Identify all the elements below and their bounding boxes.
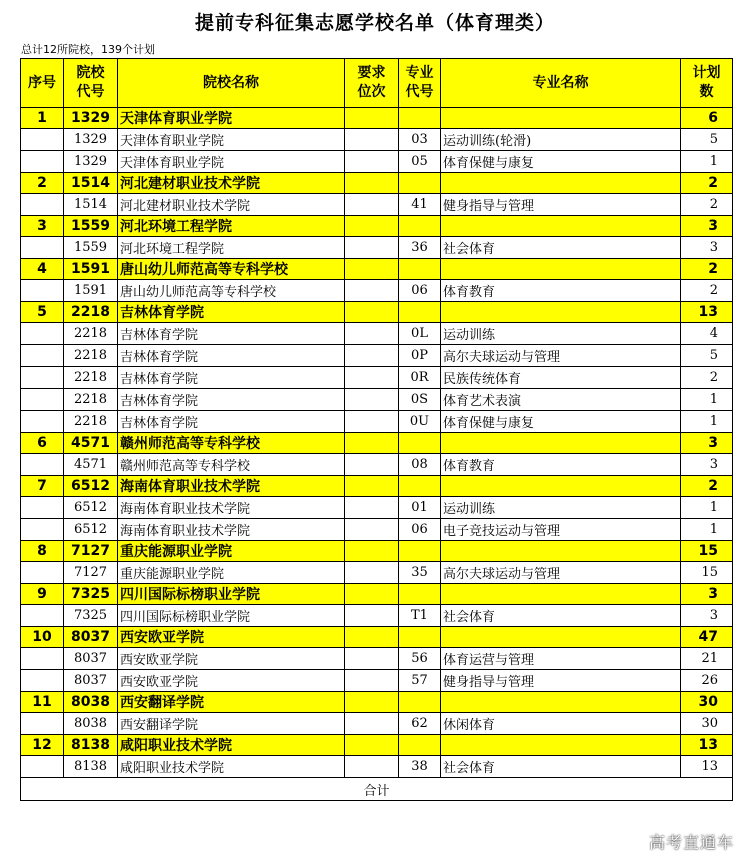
major-school-name: 天津体育职业学院 [118, 129, 345, 151]
page-title: 提前专科征集志愿学校名单（体育理类） [194, 12, 555, 34]
major-plan: 3 [681, 605, 733, 627]
group-school-code: 7127 [64, 541, 118, 562]
group-seq: 8 [21, 541, 64, 562]
major-plan: 3 [681, 454, 733, 476]
header-school-name: 院校名称 [118, 59, 345, 108]
major-rank [345, 648, 399, 670]
major-school-code: 4571 [64, 454, 118, 476]
major-rank [345, 389, 399, 411]
group-seq: 1 [21, 108, 64, 129]
group-major-code [399, 216, 441, 237]
major-code: 01 [399, 497, 441, 519]
major-school-name: 四川国际标榜职业学院 [118, 605, 345, 627]
major-rank [345, 605, 399, 627]
group-school-name: 咸阳职业技术学院 [118, 735, 345, 756]
group-major-code [399, 302, 441, 323]
group-school-code: 8037 [64, 627, 118, 648]
major-seq [21, 323, 64, 345]
group-school-code: 4571 [64, 433, 118, 454]
group-plan-total: 13 [681, 735, 733, 756]
major-row [21, 605, 733, 627]
major-school-code: 2218 [64, 389, 118, 411]
group-school-code: 8038 [64, 692, 118, 713]
major-school-name: 海南体育职业技术学院 [118, 519, 345, 541]
major-school-name: 重庆能源职业学院 [118, 562, 345, 584]
major-school-code: 8138 [64, 756, 118, 778]
header-major-code: 专业 代号 [399, 59, 441, 108]
major-school-code: 7127 [64, 562, 118, 584]
school-group-row [21, 302, 733, 323]
major-seq [21, 194, 64, 216]
major-code: 08 [399, 454, 441, 476]
major-name: 高尔夫球运动与管理 [441, 562, 681, 584]
major-school-name: 咸阳职业技术学院 [118, 756, 345, 778]
major-school-code: 6512 [64, 519, 118, 541]
major-plan: 26 [681, 670, 733, 692]
group-major-code [399, 735, 441, 756]
major-school-code: 1591 [64, 280, 118, 302]
major-row [21, 562, 733, 584]
group-seq: 7 [21, 476, 64, 497]
major-name: 体育教育 [441, 454, 681, 476]
major-row [21, 713, 733, 735]
group-major-code [399, 259, 441, 280]
major-row [21, 367, 733, 389]
major-school-code: 1514 [64, 194, 118, 216]
major-name: 社会体育 [441, 605, 681, 627]
major-plan: 2 [681, 194, 733, 216]
major-name: 健身指导与管理 [441, 670, 681, 692]
major-rank [345, 519, 399, 541]
major-row [21, 151, 733, 173]
group-seq: 4 [21, 259, 64, 280]
group-plan-total: 3 [681, 216, 733, 237]
major-school-name: 赣州师范高等专科学校 [118, 454, 345, 476]
major-rank [345, 562, 399, 584]
group-major-code [399, 173, 441, 194]
group-major-name [441, 735, 681, 756]
major-name: 体育艺术表演 [441, 389, 681, 411]
major-name: 电子竞技运动与管理 [441, 519, 681, 541]
major-code: 0L [399, 323, 441, 345]
major-plan: 30 [681, 713, 733, 735]
group-rank [345, 476, 399, 497]
group-school-name: 西安翻译学院 [118, 692, 345, 713]
group-major-name [441, 433, 681, 454]
major-row [21, 194, 733, 216]
group-school-name: 赣州师范高等专科学校 [118, 433, 345, 454]
major-plan: 3 [681, 237, 733, 259]
major-row [21, 497, 733, 519]
major-name: 体育教育 [441, 280, 681, 302]
group-plan-total: 30 [681, 692, 733, 713]
major-rank [345, 237, 399, 259]
group-major-code [399, 476, 441, 497]
group-rank [345, 433, 399, 454]
group-plan-total: 3 [681, 584, 733, 605]
major-seq [21, 280, 64, 302]
group-major-name [441, 476, 681, 497]
group-seq: 6 [21, 433, 64, 454]
group-major-name [441, 173, 681, 194]
group-major-name [441, 584, 681, 605]
group-rank [345, 692, 399, 713]
group-plan-total: 15 [681, 541, 733, 562]
group-seq: 3 [21, 216, 64, 237]
major-school-name: 吉林体育学院 [118, 345, 345, 367]
major-school-code: 1329 [64, 151, 118, 173]
school-group-row [21, 692, 733, 713]
major-rank [345, 194, 399, 216]
group-major-code [399, 627, 441, 648]
major-name: 社会体育 [441, 237, 681, 259]
group-school-code: 2218 [64, 302, 118, 323]
group-major-name [441, 259, 681, 280]
group-major-code [399, 541, 441, 562]
header-rank: 要求 位次 [345, 59, 399, 108]
group-school-name: 四川国际标榜职业学院 [118, 584, 345, 605]
major-name: 运动训练 [441, 323, 681, 345]
major-school-code: 2218 [64, 323, 118, 345]
group-school-code: 6512 [64, 476, 118, 497]
group-school-name: 吉林体育学院 [118, 302, 345, 323]
major-plan: 5 [681, 129, 733, 151]
group-rank [345, 173, 399, 194]
group-major-code [399, 692, 441, 713]
school-group-row [21, 541, 733, 562]
major-code: 41 [399, 194, 441, 216]
group-rank [345, 216, 399, 237]
major-school-code: 2218 [64, 411, 118, 433]
major-seq [21, 454, 64, 476]
major-seq [21, 367, 64, 389]
school-group-row [21, 108, 733, 129]
major-rank [345, 323, 399, 345]
major-name: 民族传统体育 [441, 367, 681, 389]
major-row [21, 756, 733, 778]
major-rank [345, 713, 399, 735]
major-plan: 1 [681, 497, 733, 519]
major-seq [21, 497, 64, 519]
group-school-code: 1559 [64, 216, 118, 237]
major-school-name: 吉林体育学院 [118, 411, 345, 433]
school-group-row [21, 584, 733, 605]
group-plan-total: 6 [681, 108, 733, 129]
major-school-name: 天津体育职业学院 [118, 151, 345, 173]
major-plan: 13 [681, 756, 733, 778]
group-rank [345, 627, 399, 648]
major-seq [21, 605, 64, 627]
group-school-code: 1591 [64, 259, 118, 280]
major-row [21, 670, 733, 692]
group-seq: 9 [21, 584, 64, 605]
group-plan-total: 2 [681, 259, 733, 280]
group-plan-total: 13 [681, 302, 733, 323]
major-code: 0U [399, 411, 441, 433]
major-row [21, 648, 733, 670]
major-row [21, 129, 733, 151]
major-code: 35 [399, 562, 441, 584]
group-rank [345, 584, 399, 605]
major-code: 0S [399, 389, 441, 411]
major-code: 06 [399, 280, 441, 302]
major-school-code: 2218 [64, 367, 118, 389]
major-name: 社会体育 [441, 756, 681, 778]
major-school-code: 6512 [64, 497, 118, 519]
major-plan: 5 [681, 345, 733, 367]
major-rank [345, 345, 399, 367]
major-school-name: 海南体育职业技术学院 [118, 497, 345, 519]
group-school-code: 8138 [64, 735, 118, 756]
school-group-row [21, 476, 733, 497]
major-rank [345, 151, 399, 173]
major-plan: 2 [681, 280, 733, 302]
major-seq [21, 389, 64, 411]
table-header-row [21, 59, 733, 108]
group-seq: 10 [21, 627, 64, 648]
major-code: 38 [399, 756, 441, 778]
major-code: 0R [399, 367, 441, 389]
major-school-name: 河北环境工程学院 [118, 237, 345, 259]
major-school-code: 8038 [64, 713, 118, 735]
total-row [21, 778, 733, 801]
group-school-code: 7325 [64, 584, 118, 605]
group-major-code [399, 108, 441, 129]
group-major-name [441, 541, 681, 562]
school-group-row [21, 173, 733, 194]
school-group-row [21, 735, 733, 756]
major-code: 05 [399, 151, 441, 173]
major-school-code: 1329 [64, 129, 118, 151]
major-seq [21, 129, 64, 151]
major-row [21, 411, 733, 433]
group-major-name [441, 108, 681, 129]
major-name: 休闲体育 [441, 713, 681, 735]
watermark: 高考直通车 [648, 833, 734, 852]
major-plan: 4 [681, 323, 733, 345]
major-rank [345, 497, 399, 519]
major-school-code: 7325 [64, 605, 118, 627]
group-major-code [399, 433, 441, 454]
major-school-code: 8037 [64, 648, 118, 670]
header-major-name: 专业名称 [441, 59, 681, 108]
group-rank [345, 259, 399, 280]
group-school-code: 1329 [64, 108, 118, 129]
major-seq [21, 345, 64, 367]
group-school-name: 河北环境工程学院 [118, 216, 345, 237]
group-rank [345, 108, 399, 129]
major-code: T1 [399, 605, 441, 627]
major-name: 运动训练(轮滑) [441, 129, 681, 151]
major-row [21, 389, 733, 411]
major-name: 体育保健与康复 [441, 151, 681, 173]
major-plan: 15 [681, 562, 733, 584]
major-name: 健身指导与管理 [441, 194, 681, 216]
group-major-name [441, 302, 681, 323]
major-rank [345, 411, 399, 433]
header-school-code: 院校 代号 [64, 59, 118, 108]
group-school-name: 西安欧亚学院 [118, 627, 345, 648]
group-plan-total: 2 [681, 173, 733, 194]
group-rank [345, 541, 399, 562]
major-code: 06 [399, 519, 441, 541]
group-rank [345, 302, 399, 323]
major-plan: 1 [681, 411, 733, 433]
group-rank [345, 735, 399, 756]
group-major-name [441, 627, 681, 648]
major-rank [345, 454, 399, 476]
major-school-name: 吉林体育学院 [118, 389, 345, 411]
group-school-code: 1514 [64, 173, 118, 194]
major-plan: 21 [681, 648, 733, 670]
major-school-name: 西安翻译学院 [118, 713, 345, 735]
group-major-name [441, 692, 681, 713]
major-school-name: 河北建材职业技术学院 [118, 194, 345, 216]
major-row [21, 280, 733, 302]
group-school-name: 重庆能源职业学院 [118, 541, 345, 562]
major-school-name: 西安欧亚学院 [118, 648, 345, 670]
school-group-row [21, 216, 733, 237]
major-name: 运动训练 [441, 497, 681, 519]
major-seq [21, 151, 64, 173]
major-row [21, 345, 733, 367]
major-rank [345, 670, 399, 692]
major-seq [21, 562, 64, 584]
group-seq: 2 [21, 173, 64, 194]
major-code: 03 [399, 129, 441, 151]
major-school-name: 吉林体育学院 [118, 323, 345, 345]
major-code: 0P [399, 345, 441, 367]
major-seq [21, 756, 64, 778]
major-plan: 1 [681, 151, 733, 173]
group-seq: 5 [21, 302, 64, 323]
major-rank [345, 280, 399, 302]
major-seq [21, 670, 64, 692]
major-school-name: 唐山幼儿师范高等专科学校 [118, 280, 345, 302]
major-code: 62 [399, 713, 441, 735]
major-school-code: 2218 [64, 345, 118, 367]
school-group-row [21, 433, 733, 454]
group-school-name: 海南体育职业技术学院 [118, 476, 345, 497]
header-seq: 序号 [21, 59, 64, 108]
major-rank [345, 367, 399, 389]
major-row [21, 237, 733, 259]
major-seq [21, 519, 64, 541]
group-seq: 12 [21, 735, 64, 756]
major-rank [345, 756, 399, 778]
group-seq: 11 [21, 692, 64, 713]
group-plan-total: 47 [681, 627, 733, 648]
major-school-name: 西安欧亚学院 [118, 670, 345, 692]
major-seq [21, 713, 64, 735]
summary-text: 总计12所院校，139个计划 [21, 43, 155, 56]
major-row [21, 454, 733, 476]
major-code: 56 [399, 648, 441, 670]
total-label: 合计 [21, 778, 733, 801]
school-list-table [20, 58, 733, 801]
group-major-code [399, 584, 441, 605]
school-group-row [21, 627, 733, 648]
major-code: 36 [399, 237, 441, 259]
group-plan-total: 2 [681, 476, 733, 497]
major-school-code: 1559 [64, 237, 118, 259]
school-group-row [21, 259, 733, 280]
major-code: 57 [399, 670, 441, 692]
group-school-name: 天津体育职业学院 [118, 108, 345, 129]
major-plan: 1 [681, 389, 733, 411]
major-name: 体育运营与管理 [441, 648, 681, 670]
group-plan-total: 3 [681, 433, 733, 454]
major-row [21, 323, 733, 345]
header-plan: 计划 数 [681, 59, 733, 108]
major-name: 体育保健与康复 [441, 411, 681, 433]
major-row [21, 519, 733, 541]
group-school-name: 唐山幼儿师范高等专科学校 [118, 259, 345, 280]
major-plan: 1 [681, 519, 733, 541]
major-plan: 2 [681, 367, 733, 389]
major-seq [21, 648, 64, 670]
major-name: 高尔夫球运动与管理 [441, 345, 681, 367]
major-rank [345, 129, 399, 151]
group-school-name: 河北建材职业技术学院 [118, 173, 345, 194]
group-major-name [441, 216, 681, 237]
major-seq [21, 237, 64, 259]
major-seq [21, 411, 64, 433]
major-school-name: 吉林体育学院 [118, 367, 345, 389]
major-school-code: 8037 [64, 670, 118, 692]
